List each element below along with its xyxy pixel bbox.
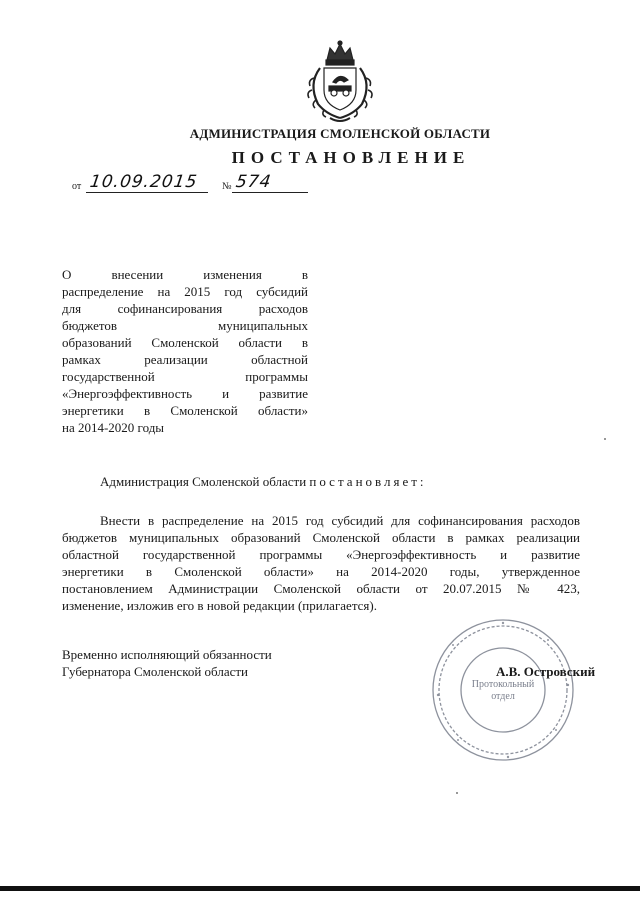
- signer-position-line: Временно исполняющий обязанности: [62, 647, 272, 662]
- body-line: Внести в распределение на 2015 год субсидий для софинансирования расходов: [100, 513, 580, 528]
- subject-line: образований Смоленской области в: [62, 335, 308, 350]
- subject-line: рамках реализации областной: [62, 352, 308, 367]
- stamp-text-line2: отдел: [491, 691, 515, 702]
- subject-line: для софинансирования расходов: [62, 301, 308, 316]
- subject-line: на 2014-2020 годы: [62, 420, 165, 435]
- subject-line: распределение на 2015 год субсидий: [62, 284, 308, 299]
- page-bottom-border: [0, 886, 640, 891]
- body-line: постановлением Администрации Смоленской области от 20.07.2015 № 423,: [62, 581, 580, 596]
- document-date: 10.09.2015: [88, 172, 199, 192]
- preamble-text: Администрация Смоленской области: [100, 474, 307, 489]
- subject-line: бюджетов муниципальных: [62, 318, 308, 333]
- resolution-body: [62, 512, 580, 614]
- subject-line: энергетики в Смоленской области»: [62, 403, 308, 418]
- body-line: бюджетов муниципальных образований Смоленской области в рамках реализации: [62, 530, 580, 545]
- stamp-text-line1: Протокольный: [471, 679, 535, 690]
- subject-line: «Энергоэффективность и развитие: [62, 386, 308, 401]
- date-prefix: от: [72, 181, 82, 192]
- document-number: 574: [234, 172, 273, 192]
- signer-name: А.В. Островский: [496, 664, 596, 679]
- preamble: [100, 474, 580, 490]
- preamble-verb: постановляет:: [309, 474, 427, 489]
- signer-position-line: Губернатора Смоленской области: [62, 664, 249, 679]
- coat-of-arms-icon: [300, 38, 380, 124]
- document-type: ПОСТАНОВЛЕНИЕ: [231, 148, 471, 167]
- official-stamp-icon: [428, 615, 578, 765]
- signer-position: [62, 646, 362, 680]
- organization-title: АДМИНИСТРАЦИЯ СМОЛЕНСКОЙ ОБЛАСТИ: [189, 126, 491, 141]
- number-underline: [232, 192, 308, 193]
- subject-line: О внесении изменения в: [62, 267, 308, 282]
- body-line: областной государственной программы «Энергоэффективность и развитие: [62, 547, 580, 562]
- body-line: энергетики в Смоленской области» на 2014-2020 годы, утвержденное: [62, 564, 580, 579]
- body-line: изменение, изложив его в новой редакции (прилагается).: [62, 598, 377, 613]
- number-prefix: №: [222, 181, 232, 192]
- scan-speck: [456, 792, 458, 794]
- subject-line: государственной программы: [62, 369, 308, 384]
- scan-speck: [604, 438, 606, 440]
- document-subject: [62, 266, 308, 436]
- date-number-row: [72, 172, 332, 194]
- date-underline: [86, 192, 208, 193]
